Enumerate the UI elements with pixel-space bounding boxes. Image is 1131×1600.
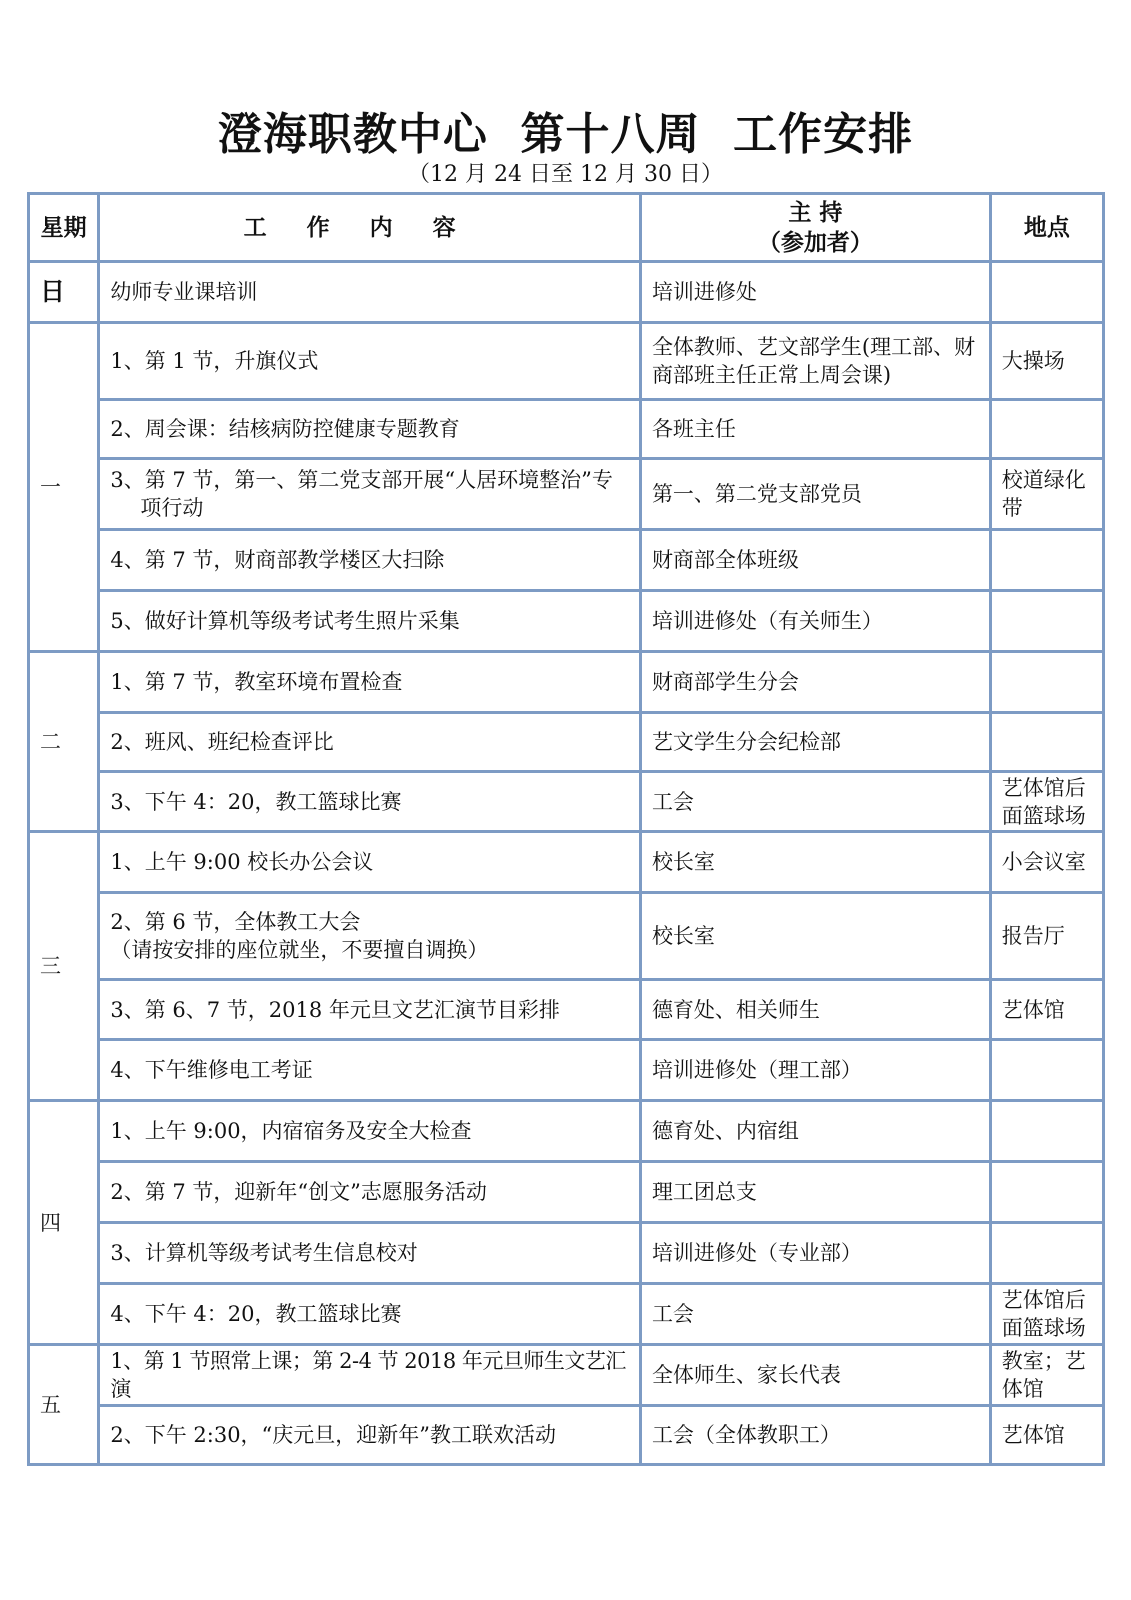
table-row [29, 530, 1104, 591]
task-host: 工会 [640, 1284, 990, 1345]
task-host: 艺文学生分会纪检部 [640, 713, 990, 772]
task-content: 2、班风、班纪检查评比 [99, 713, 641, 772]
table-row [29, 652, 1104, 713]
task-place: 艺体馆后面篮球场 [990, 1284, 1103, 1345]
task-place [990, 1162, 1103, 1223]
day-cell-mon: 一 [29, 323, 99, 652]
table-row [29, 591, 1104, 652]
task-place [990, 530, 1103, 591]
task-content: 1、第 1 节照常上课；第 2-4 节 2018 年元旦师生文艺汇演 [99, 1345, 641, 1406]
task-content-line2: 项行动 [140, 496, 204, 520]
task-content: 1、上午 9:00，内宿宿务及安全大检查 [99, 1101, 641, 1162]
task-place: 小会议室 [990, 832, 1103, 893]
task-place [990, 1223, 1103, 1284]
task-host: 全体师生、家长代表 [640, 1345, 990, 1406]
task-host: 财商部学生分会 [640, 652, 990, 713]
task-place: 大操场 [990, 323, 1103, 400]
table-row [29, 713, 1104, 772]
task-host: 工会 [640, 772, 990, 832]
task-host: 培训进修处（有关师生） [640, 591, 990, 652]
task-place [990, 713, 1103, 772]
task-place: 报告厅 [990, 893, 1103, 980]
task-content: 1、第 1 节，升旗仪式 [99, 323, 641, 400]
task-host: 第一、第二党支部党员 [640, 459, 990, 530]
table-row [29, 1101, 1104, 1162]
header-place: 地点 [990, 194, 1103, 262]
day-cell-sun: 日 [29, 262, 99, 323]
task-content: 4、下午 4：20，教工篮球比赛 [99, 1284, 641, 1345]
day-cell-wed: 三 [29, 832, 99, 1101]
task-place [990, 262, 1103, 323]
task-content: 2、下午 2:30，“庆元旦，迎新年”教工联欢活动 [99, 1406, 641, 1465]
header-host [640, 194, 990, 262]
task-place: 教室；艺体馆 [990, 1345, 1103, 1406]
task-host: 校长室 [640, 832, 990, 893]
task-place [990, 400, 1103, 459]
header-content: 工作内容 [99, 194, 641, 262]
task-host: 培训进修处（专业部） [640, 1223, 990, 1284]
task-place [990, 591, 1103, 652]
task-host: 财商部全体班级 [640, 530, 990, 591]
table-row [29, 1406, 1104, 1465]
task-content [99, 893, 641, 980]
table-row [29, 1162, 1104, 1223]
task-content-line1: 3、第 7 节，第一、第二党支部开展“人居环境整治”专 [110, 468, 613, 492]
task-place: 校道绿化带 [990, 459, 1103, 530]
task-content [99, 459, 641, 530]
task-host: 各班主任 [640, 400, 990, 459]
page-title: 澄海职教中心 第十八周 工作安排 [217, 109, 914, 160]
header-row [29, 194, 1104, 262]
table-row [29, 1223, 1104, 1284]
header-host-line1: 主 持 [788, 199, 843, 226]
header-host-line2: （参加者） [757, 229, 873, 256]
task-content: 1、第 7 节，教室环境布置检查 [99, 652, 641, 713]
table-row [29, 459, 1104, 530]
task-content: 3、计算机等级考试考生信息校对 [99, 1223, 641, 1284]
day-cell-tue: 二 [29, 652, 99, 832]
schedule-table [27, 192, 1105, 1466]
task-content: 2、第 7 节，迎新年“创文”志愿服务活动 [99, 1162, 641, 1223]
task-host: 德育处、内宿组 [640, 1101, 990, 1162]
task-place [990, 1040, 1103, 1101]
header-day: 星期 [29, 194, 99, 262]
task-place: 艺体馆 [990, 1406, 1103, 1465]
table-row [29, 400, 1104, 459]
task-content: 4、下午维修电工考证 [99, 1040, 641, 1101]
task-content: 3、下午 4：20，教工篮球比赛 [99, 772, 641, 832]
task-content: 3、第 6、7 节，2018 年元旦文艺汇演节目彩排 [99, 980, 641, 1040]
task-content: 幼师专业课培训 [99, 262, 641, 323]
day-cell-fri: 五 [29, 1345, 99, 1465]
task-content-line1: 2、第 6 节，全体教工大会 [110, 910, 361, 934]
task-host: 全体教师、艺文部学生(理工部、财商部班主任正常上周会课) [640, 323, 990, 400]
task-host: 工会（全体教职工） [640, 1406, 990, 1465]
task-content: 2、周会课：结核病防控健康专题教育 [99, 400, 641, 459]
date-range-subtitle: （12 月 24 日至 12 月 30 日） [408, 162, 723, 187]
day-cell-thu: 四 [29, 1101, 99, 1345]
task-host: 培训进修处（理工部） [640, 1040, 990, 1101]
task-content-line2: （请按安排的座位就坐，不要擅自调换） [110, 938, 489, 962]
task-host: 校长室 [640, 893, 990, 980]
table-row [29, 832, 1104, 893]
table-row [29, 1345, 1104, 1406]
table-row [29, 1284, 1104, 1345]
table-row [29, 772, 1104, 832]
table-row [29, 323, 1104, 400]
task-place [990, 1101, 1103, 1162]
table-row [29, 980, 1104, 1040]
table-row [29, 262, 1104, 323]
table-row [29, 1040, 1104, 1101]
task-content: 4、第 7 节，财商部教学楼区大扫除 [99, 530, 641, 591]
task-host: 理工团总支 [640, 1162, 990, 1223]
task-host: 培训进修处 [640, 262, 990, 323]
task-place: 艺体馆 [990, 980, 1103, 1040]
task-content: 1、上午 9:00 校长办公会议 [99, 832, 641, 893]
task-place [990, 652, 1103, 713]
task-content: 5、做好计算机等级考试考生照片采集 [99, 591, 641, 652]
task-host: 德育处、相关师生 [640, 980, 990, 1040]
table-row [29, 893, 1104, 980]
task-place: 艺体馆后面篮球场 [990, 772, 1103, 832]
